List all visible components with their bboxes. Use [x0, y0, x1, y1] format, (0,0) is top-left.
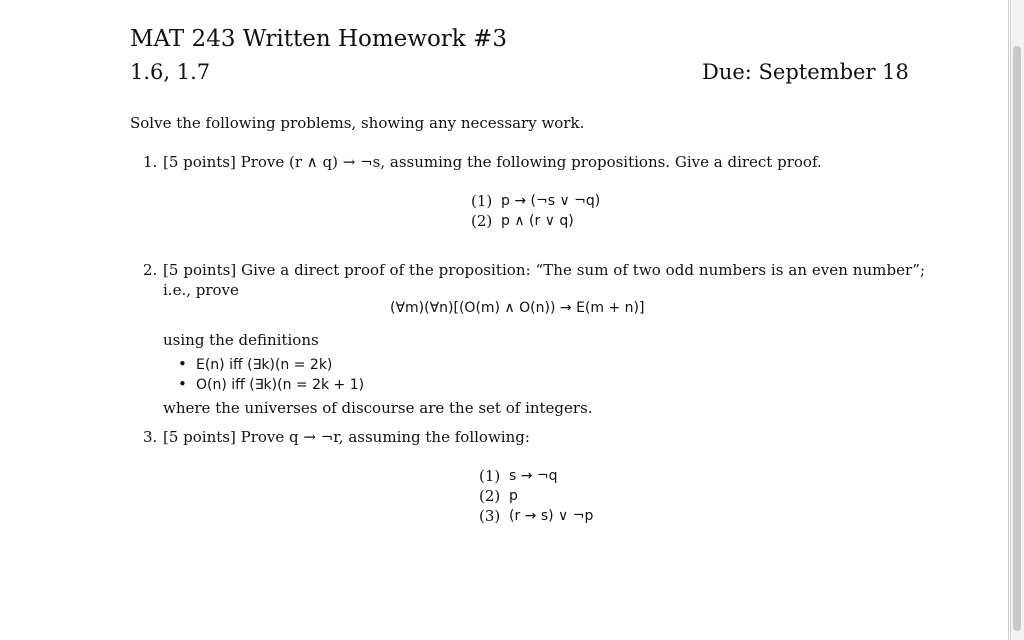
problem-3-premise-3: (r → s) ∨ ¬p [509, 508, 594, 524]
definition-1-text: E(n) iff (∃k)(n = 2k) [196, 357, 333, 373]
problem-2-formula: (∀m)(∀n)[(O(m) ∧ O(n)) → E(m + n)] [390, 300, 645, 316]
due-date: Due: September 18 [702, 60, 909, 84]
problem-1-text: [5 points] Prove (r ∧ q) → ¬s, assuming the following propositions. Give a direct proof. [163, 153, 822, 171]
definition-1 [178, 354, 332, 373]
problem-3-premise-1: s → ¬q [509, 468, 558, 484]
problem-1-number: 1. [143, 153, 158, 171]
problem-2-using: using the definitions [163, 331, 319, 349]
section-numbers: 1.6, 1.7 [130, 60, 211, 84]
problem-2-text: [5 points] Give a direct proof of the proposition: “The sum of two odd numbers is an even number”; [163, 261, 926, 279]
problem-2-where: where the universes of discourse are the set of integers. [163, 399, 593, 417]
problem-3-premise-2-label: (2) [479, 487, 501, 505]
problem-1-premise-1-label: (1) [471, 192, 493, 210]
problem-3-number: 3. [143, 428, 158, 446]
document-title: MAT 243 Written Homework #3 [130, 26, 507, 52]
problem-1-premise-1: p → (¬s ∨ ¬q) [501, 193, 601, 209]
problem-1-premise-2-label: (2) [471, 212, 493, 230]
page-edge [1008, 0, 1009, 640]
problem-3-premise-3-label: (3) [479, 507, 501, 525]
bullet-icon: • [178, 375, 187, 393]
instructions: Solve the following problems, showing any necessary work. [130, 114, 585, 132]
bullet-icon: • [178, 355, 187, 373]
problem-3-premise-2: p [509, 488, 518, 504]
problem-2-text-continued: i.e., prove [163, 281, 239, 299]
problem-3-premise-1-label: (1) [479, 467, 501, 485]
problem-2-number: 2. [143, 261, 158, 279]
problem-1-premise-2: p ∧ (r ∨ q) [501, 213, 574, 229]
problem-3-text: [5 points] Prove q → ¬r, assuming the following: [163, 428, 530, 446]
scrollbar-thumb[interactable] [1013, 46, 1021, 631]
definition-2-text: O(n) iff (∃k)(n = 2k + 1) [196, 377, 365, 393]
definition-2 [178, 374, 364, 393]
